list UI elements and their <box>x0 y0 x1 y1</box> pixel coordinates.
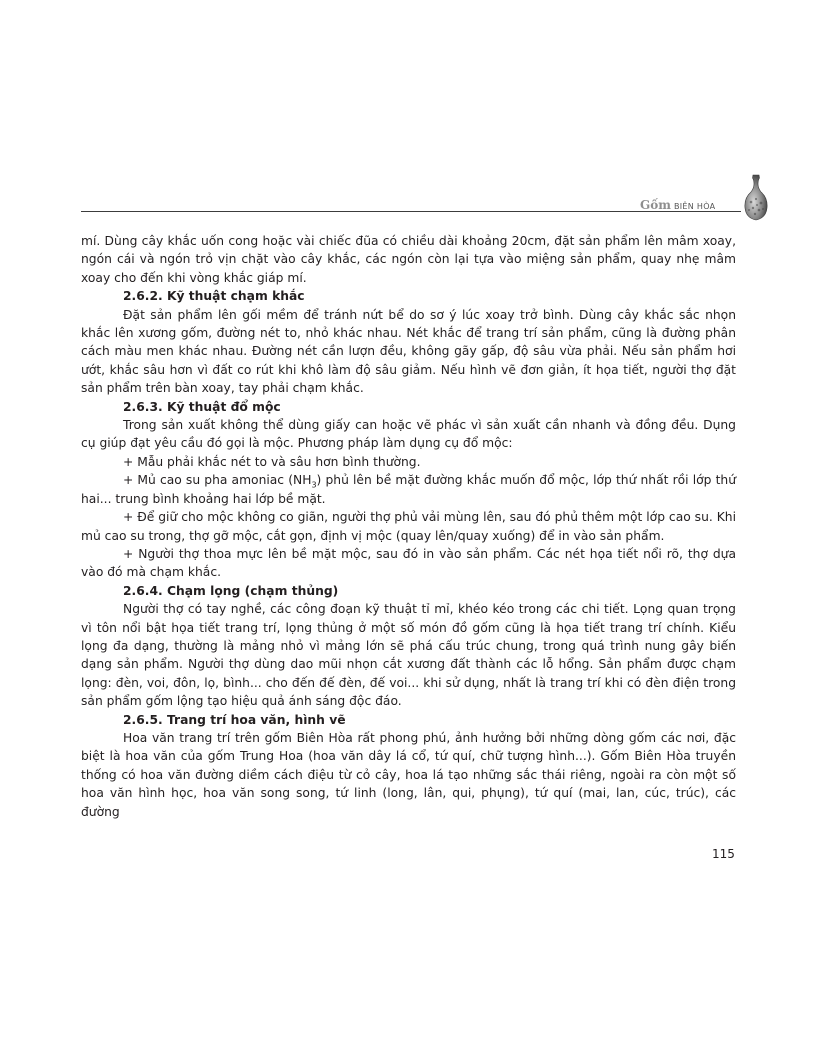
list-item: + Để giữ cho mộc không co giãn, người thợ phủ vải mùng lên, sau đó phủ thêm một lớp cao su. Khi mủ cao su trong, thợ gỡ mộc, cắt gọn, định vị mộc (quay lên/quay xuống) để in vào sản phẩm. <box>81 510 736 543</box>
list-item-text: + Mủ cao su pha amoniac (NH <box>123 473 312 488</box>
vase-icon <box>743 174 769 222</box>
subscript: 3 <box>311 480 317 490</box>
header-brand-subtitle: BIÊN HÒA <box>673 202 716 211</box>
list-item-text: ) phủ lên bề mặt đường khắc muốn đổ mộc, lớp thứ nhất rồi lớp thứ hai... trung bình khoảng hai lớp bề mặt. <box>81 473 736 506</box>
header-rule <box>81 211 741 212</box>
running-header <box>640 196 715 212</box>
section-heading-2-6-5: 2.6.5. Trang trí hoa văn, hình vẽ <box>123 712 346 727</box>
paragraph: Hoa văn trang trí trên gốm Biên Hòa rất phong phú, ảnh hưởng bởi những dòng gốm các nơi, đặc biệt là hoa văn của gốm Trung Hoa (hoa văn dây lá cổ, tứ quí, chữ tượng hình...). Gốm Biên Hòa truyền thống có hoa văn đường diềm cách điệu từ cỏ cây, hoa lá tạo những sắc thái riêng, ngoài ra còn một số hoa văn hình học, hoa văn song song, tứ linh (long, lân, qui, phụng), tứ quí (mai, lan, cúc, trúc), các đường <box>81 730 736 819</box>
section-heading-2-6-3: 2.6.3. Kỹ thuật đổ mộc <box>123 399 281 414</box>
paragraph: mí. Dùng cây khắc uốn cong hoặc vài chiếc đũa có chiều dài khoảng 20cm, đặt sản phẩm lên mâm xoay, ngón cái và ngón trỏ vịn chặt vào cây khắc, các ngón còn lại tựa vào miệng sản phẩm, quay nhẹ mâm xoay cho đến khi vòng khắc giáp mí. <box>81 234 736 285</box>
section-heading-2-6-4: 2.6.4. Chạm lọng (chạm thủng) <box>123 583 339 598</box>
paragraph: Đặt sản phẩm lên gối mềm để tránh nứt bể do sơ ý lúc xoay trở bình. Dùng cây khắc sắc nhọn khắc lên xương gốm, đường nét to, nhỏ khác nhau. Nét khắc để trang trí sản phẩm, cũng là đường phân cách màu men khác nhau. Đường nét cần lượn đều, không gãy gấp, độ sâu vừa phải. Nếu sản phẩm hơi ướt, khắc sâu hơn vì đất co rút khi khô làm độ sâu giảm. Nếu hình vẽ đơn giản, ít họa tiết, người thợ đặt sản phẩm trên bàn xoay, tay phải chạm khắc. <box>81 307 736 396</box>
page-number: 115 <box>712 847 735 861</box>
list-item: + Người thợ thoa mực lên bề mặt mộc, sau đó in vào sản phẩm. Các nét họa tiết nổi rõ, thợ dựa vào đó mà chạm khắc. <box>81 546 736 580</box>
list-item <box>81 471 736 508</box>
section-heading-2-6-2: 2.6.2. Kỹ thuật chạm khắc <box>123 289 305 304</box>
body-text <box>81 232 736 821</box>
paragraph: Người thợ có tay nghề, các công đoạn kỹ thuật tỉ mỉ, khéo kéo trong các chi tiết. Lọng quan trọng vì tôn nổi bật họa tiết trang trí, lọng thủng ở một số món đồ gốm cũng là họa tiết trang trí chính. Kiểu lọng đa dạng, thường là mảng nhỏ vì mảng lớn sẽ phá cấu trúc chung, trong quá trình nung gây biến dạng sản phẩm. Người thợ dùng dao mũi nhọn cắt xương đất thành các lỗ hổng. Sản phẩm được chạm lọng: đèn, voi, đôn, lọ, bình... cho đến đế đèn, đế voi... khi sử dụng, nhất là trang trí khi có đèn điện trong sản phẩm gốm lộng tạo hiệu quả ánh sáng độc đáo. <box>81 602 736 709</box>
header-brand-title: Gốm <box>640 198 671 212</box>
paragraph: Trong sản xuất không thể dùng giấy can hoặc vẽ phác vì sản xuất cần nhanh và đồng đều. Dụng cụ giúp đạt yêu cầu đó gọi là mộc. Phương pháp làm dụng cụ đổ mộc: <box>81 418 736 451</box>
list-item: + Mẫu phải khắc nét to và sâu hơn bình thường. <box>123 454 421 469</box>
